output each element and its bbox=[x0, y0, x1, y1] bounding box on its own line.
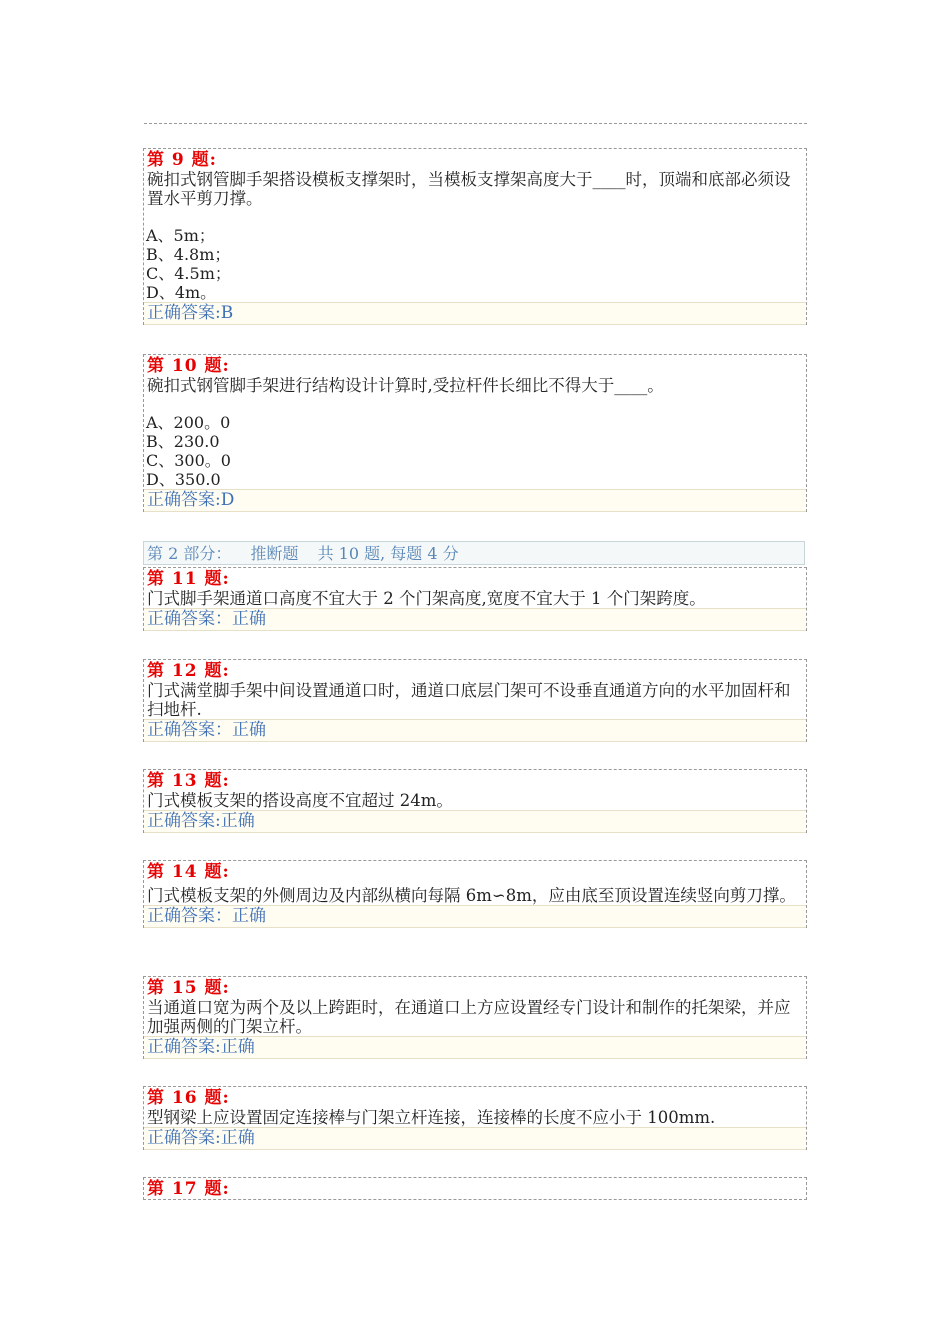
question-13 bbox=[143, 769, 807, 833]
question-title: 第 14 题: bbox=[147, 862, 230, 882]
section-info: 共 10 题, 每题 4 分 bbox=[317, 544, 459, 563]
answer-line: 正确答案：正确 bbox=[144, 608, 806, 631]
option-a: A、200。0 bbox=[146, 413, 231, 432]
answer-line: 正确答案:D bbox=[144, 489, 806, 512]
option-d: D、350.0 bbox=[146, 470, 221, 489]
question-text: 门式脚手架通道口高度不宜大于 2 个门架高度,宽度不宜大于 1 个门架跨度。 bbox=[147, 589, 706, 608]
option-d: D、4m。 bbox=[146, 283, 217, 302]
option-c: C、300。0 bbox=[146, 451, 231, 470]
question-17 bbox=[143, 1177, 807, 1200]
question-title: 第 12 题: bbox=[147, 661, 230, 681]
question-12 bbox=[143, 659, 807, 742]
answer-line: 正确答案:正确 bbox=[144, 1036, 806, 1059]
question-15 bbox=[143, 976, 807, 1059]
question-title: 第 15 题: bbox=[147, 978, 230, 998]
question-text: 门式模板支架的搭设高度不宜超过 24m。 bbox=[147, 791, 453, 810]
top-divider bbox=[144, 123, 807, 124]
question-text: 碗扣式钢管脚手架进行结构设计计算时,受拉杆件长细比不得大于____。 bbox=[147, 376, 664, 395]
question-text: 当通道口宽为两个及以上跨距时，在通道口上方应设置经专门设计和制作的托架梁，并应加强两侧的门架立杆。 bbox=[147, 998, 791, 1036]
answer-line: 正确答案：正确 bbox=[144, 905, 806, 928]
question-11 bbox=[143, 567, 807, 631]
option-b: B、230.0 bbox=[146, 432, 220, 451]
answer-line: 正确答案:B bbox=[144, 302, 806, 325]
question-9 bbox=[143, 148, 807, 325]
question-10 bbox=[143, 354, 807, 512]
question-title: 第 9 题: bbox=[147, 150, 217, 170]
question-text: 门式模板支架的外侧周边及内部纵横向每隔 6m∽8m，应由底至顶设置连续竖向剪刀撑。 bbox=[147, 886, 796, 905]
question-title: 第 11 题: bbox=[147, 569, 230, 589]
answer-line: 正确答案:正确 bbox=[144, 1127, 806, 1150]
answer-line: 正确答案：正确 bbox=[144, 719, 806, 742]
question-16 bbox=[143, 1086, 807, 1150]
option-b: B、4.8m； bbox=[146, 245, 231, 264]
question-text: 门式满堂脚手架中间设置通道口时，通道口底层门架可不设垂直通道方向的水平加固杆和扫地杆. bbox=[147, 681, 791, 719]
option-a: A、5m； bbox=[146, 226, 215, 245]
section-part: 第 2 部分： bbox=[147, 544, 232, 563]
question-title: 第 17 题: bbox=[147, 1179, 230, 1199]
question-title: 第 16 题: bbox=[147, 1088, 230, 1108]
answer-line: 正确答案:正确 bbox=[144, 810, 806, 833]
section-type: 推断题 bbox=[250, 544, 299, 563]
question-title: 第 13 题: bbox=[147, 771, 230, 791]
question-text: 型钢梁上应设置固定连接棒与门架立杆连接，连接棒的长度不应小于 100mm. bbox=[147, 1108, 716, 1127]
section-header bbox=[143, 541, 805, 565]
options-list bbox=[144, 226, 806, 302]
question-title: 第 10 题: bbox=[147, 356, 230, 376]
option-c: C、4.5m； bbox=[146, 264, 231, 283]
question-14 bbox=[143, 860, 807, 928]
options-list bbox=[144, 413, 806, 489]
question-text: 碗扣式钢管脚手架搭设模板支撑架时，当模板支撑架高度大于____时，顶端和底部必须设置水平剪刀撑。 bbox=[147, 170, 791, 208]
